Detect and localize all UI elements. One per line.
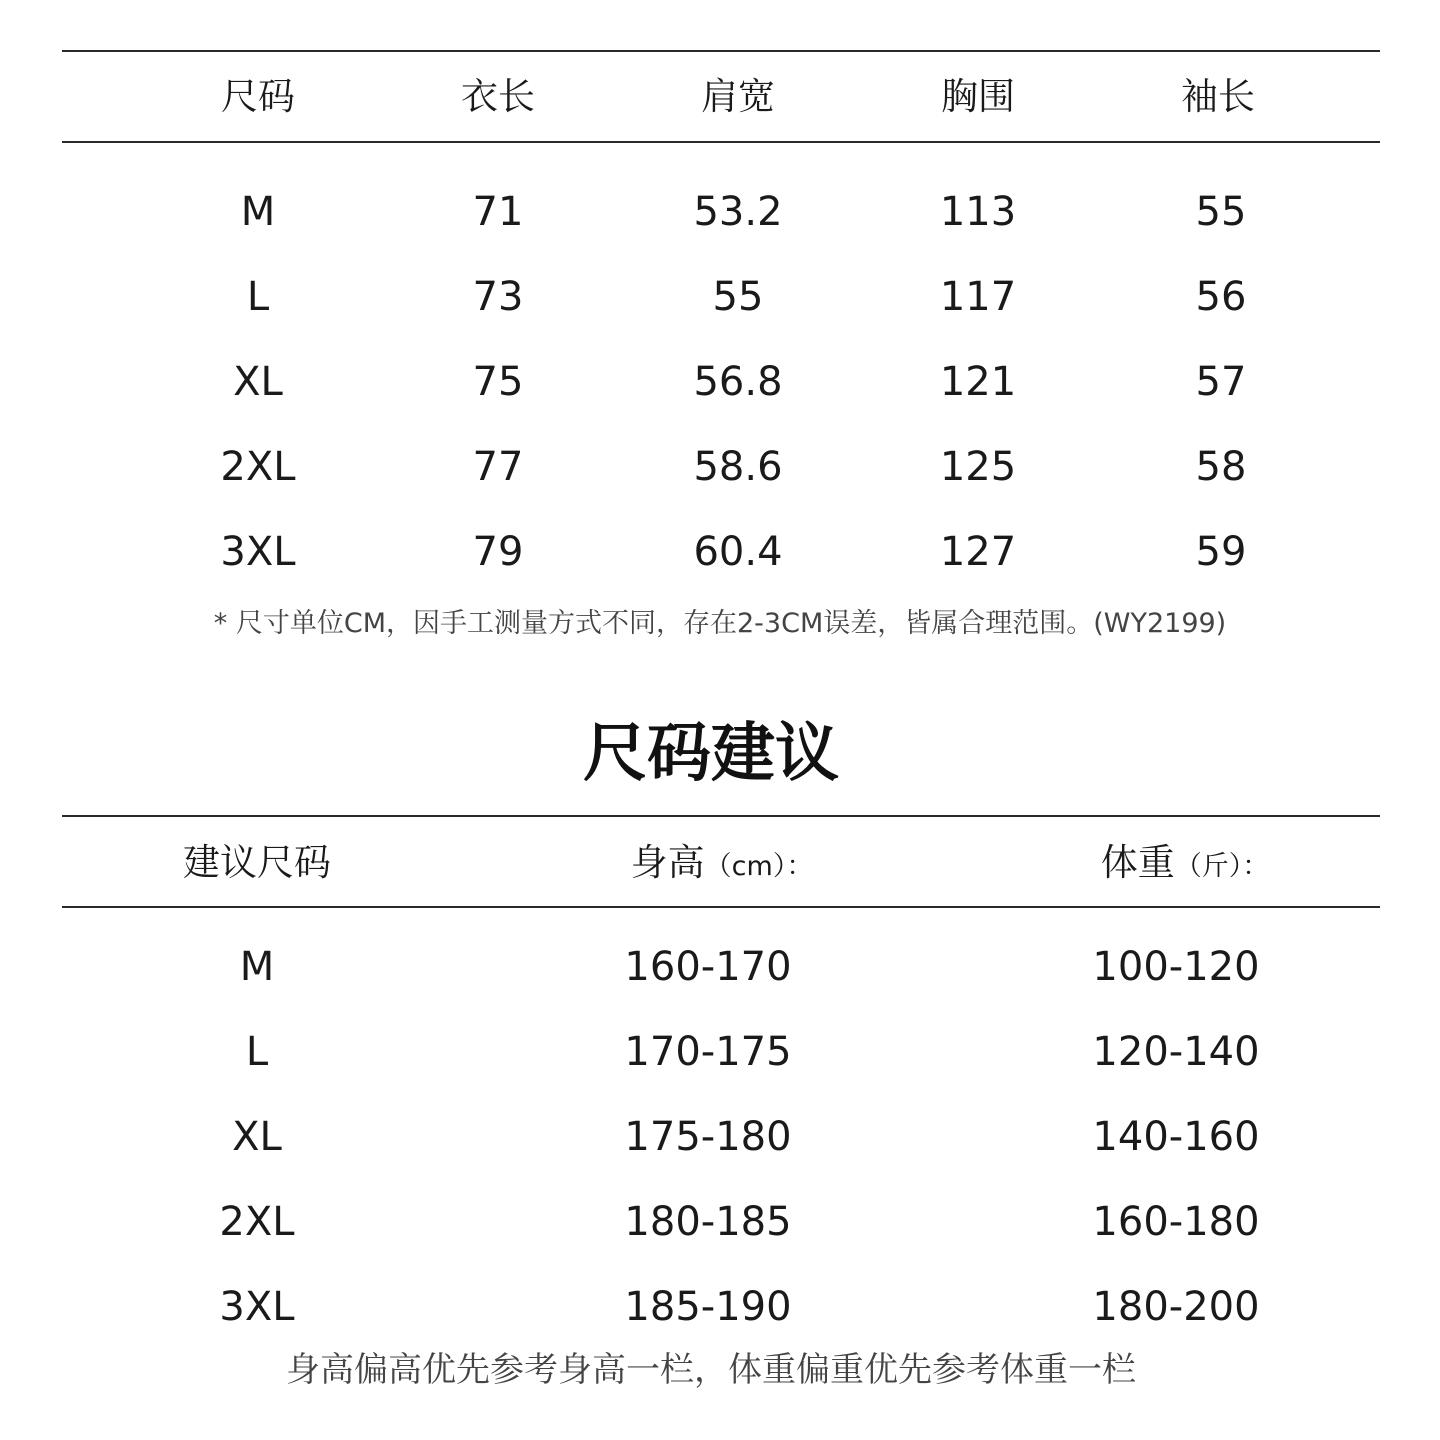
header-recommended-size: 建议尺码 — [183, 841, 331, 884]
table-cell: 160-170 — [624, 944, 792, 990]
table-cell: 125 — [939, 444, 1017, 490]
table-cell: 58 — [1195, 444, 1247, 490]
table-cell: 175-180 — [624, 1114, 792, 1160]
table-cell: 75 — [472, 359, 524, 405]
header-size: 尺码 — [221, 75, 295, 118]
table-cell: 100-120 — [1092, 944, 1260, 990]
table-cell: 59 — [1195, 529, 1247, 575]
table-cell: 127 — [939, 529, 1017, 575]
table-cell: 3XL — [220, 529, 296, 575]
table-cell: 2XL — [220, 444, 296, 490]
table-cell: M — [240, 189, 276, 235]
table-cell: 57 — [1195, 359, 1247, 405]
table-cell: 113 — [939, 189, 1017, 235]
table-cell: 56.8 — [693, 359, 783, 405]
header-sleeve: 袖长 — [1181, 75, 1255, 118]
measurement-note: * 尺寸单位CM，因手工测量方式不同，存在2-3CM误差，皆属合理范围。(WY2199) — [213, 608, 1227, 639]
header-chest: 胸围 — [941, 75, 1015, 118]
table-cell: 55 — [1195, 189, 1247, 235]
table-cell: 2XL — [219, 1199, 295, 1245]
table-cell: 121 — [939, 359, 1017, 405]
table-cell: 58.6 — [693, 444, 783, 490]
table-cell: 140-160 — [1092, 1114, 1260, 1160]
header-shoulder: 肩宽 — [701, 75, 775, 118]
table-header-rule — [62, 141, 1380, 143]
table-cell: 56 — [1195, 274, 1247, 320]
table-cell: M — [239, 944, 275, 990]
header-weight-unit: （斤）： — [1174, 851, 1270, 882]
header-height-label: 身高 — [630, 841, 705, 884]
table-cell: L — [245, 1029, 269, 1075]
table-cell: 73 — [472, 274, 524, 320]
header-weight — [1100, 841, 1270, 884]
header-height — [630, 841, 814, 884]
header-weight-label: 体重 — [1100, 841, 1175, 884]
table-cell: 55 — [712, 274, 764, 320]
table-cell: 117 — [939, 274, 1017, 320]
table-cell: XL — [232, 1114, 282, 1160]
table-cell: 79 — [472, 529, 524, 575]
table-cell: 180-200 — [1092, 1284, 1260, 1330]
section-title: 尺码建议 — [583, 717, 839, 791]
recommend-header-rule — [62, 906, 1380, 908]
header-height-unit: （cm）： — [704, 851, 814, 882]
table-cell: 120-140 — [1092, 1029, 1260, 1075]
table-cell: L — [246, 274, 270, 320]
table-cell: 185-190 — [624, 1284, 792, 1330]
table-cell: 170-175 — [624, 1029, 792, 1075]
table-cell: 160-180 — [1092, 1199, 1260, 1245]
recommend-top-rule — [62, 815, 1380, 817]
table-cell: 53.2 — [693, 189, 783, 235]
table-cell: 71 — [472, 189, 524, 235]
table-cell: XL — [233, 359, 283, 405]
table-cell: 60.4 — [693, 529, 783, 575]
table-cell: 3XL — [219, 1284, 295, 1330]
table-top-rule — [62, 50, 1380, 52]
table-cell: 77 — [472, 444, 524, 490]
recommendation-note: 身高偏高优先参考身高一栏，体重偏重优先参考体重一栏 — [286, 1350, 1136, 1390]
table-cell: 180-185 — [624, 1199, 792, 1245]
header-length: 衣长 — [461, 75, 535, 118]
